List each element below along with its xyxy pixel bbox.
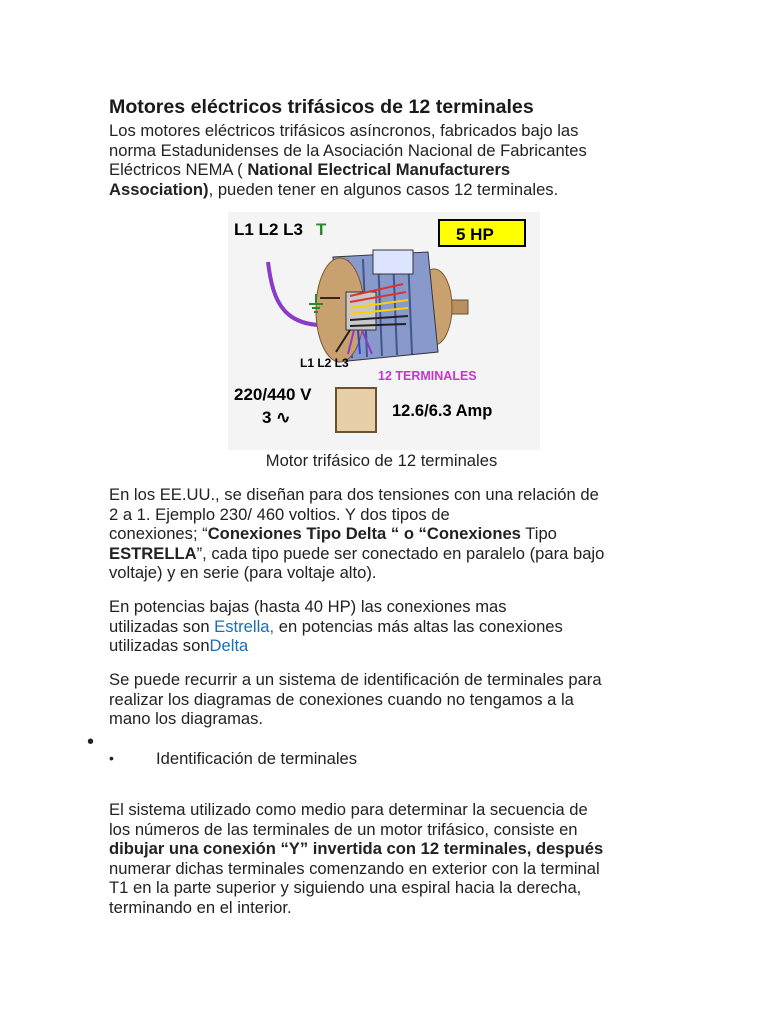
intro-paragraph: Los motores eléctricos trifásicos asíncronos, fabricados bajo las norma Estadunidenses de la Asociación Nacional de Fabricantes Eléctricos NEMA ( National Electrical Manufacturers Association), pueden tener en algunos casos 12 terminales. <box>109 121 587 199</box>
estrella-link[interactable]: Estrella, <box>214 616 275 636</box>
motor-figure <box>228 212 540 450</box>
terminals-label: 12 TERMINALES <box>378 369 477 383</box>
voltage-label: 220/440 V <box>234 385 312 404</box>
current-label: 12.6/6.3 Amp <box>392 402 493 420</box>
system-paragraph: El sistema utilizado como medio para determinar la secuencia de los números de las terminales de un motor trifásico, consiste en dibujar una conexión “Y” invertida con 12 terminales, después numerar dichas terminales comenzando en exterior con la terminal T1 en la parte superior y siguiendo una espiral hacia la derecha, terminando en el interior. <box>109 800 604 917</box>
delta-link[interactable]: Delta <box>209 636 249 655</box>
phase-label: L1 L2 L3 <box>234 220 303 239</box>
switch-box <box>336 388 376 432</box>
leads-label: L1 L2 L3 <box>300 356 349 370</box>
bullet-icon: • <box>109 750 114 766</box>
list-item-label: Identificación de terminales <box>156 749 358 768</box>
power-paragraph: En potencias bajas (hasta 40 HP) las conexiones mas utilizadas son Estrella, en potencias más altas las conexiones utilizadas sonDelta <box>109 597 563 655</box>
empty-bullet: • <box>87 731 95 753</box>
hp-label: 5 HP <box>456 225 494 244</box>
voltage-paragraph: En los EE.UU., se diseñan para dos tensiones con una relación de 2 a 1. Ejemplo 230/ 460 voltios. Y dos tipos de conexiones; “Conexiones Tipo Delta “ o “Conexiones Tipo ESTRELLA”, cada tipo puede ser conectado en paralelo (para bajo voltaje) y en serie (para voltaje alto). <box>109 485 605 582</box>
nameplate <box>373 250 413 274</box>
motor-illustration <box>228 212 540 450</box>
page-title: Motores eléctricos trifásicos de 12 terminales <box>109 96 534 118</box>
phase-count-label: 3 ∿ <box>262 408 291 427</box>
ground-label: T <box>316 220 327 239</box>
figure-caption: Motor trifásico de 12 terminales <box>265 451 498 470</box>
identification-paragraph: Se puede recurrir a un sistema de identificación de terminales para realizar los diagramas de conexiones cuando no tengamos a la mano los diagramas. <box>109 670 602 728</box>
